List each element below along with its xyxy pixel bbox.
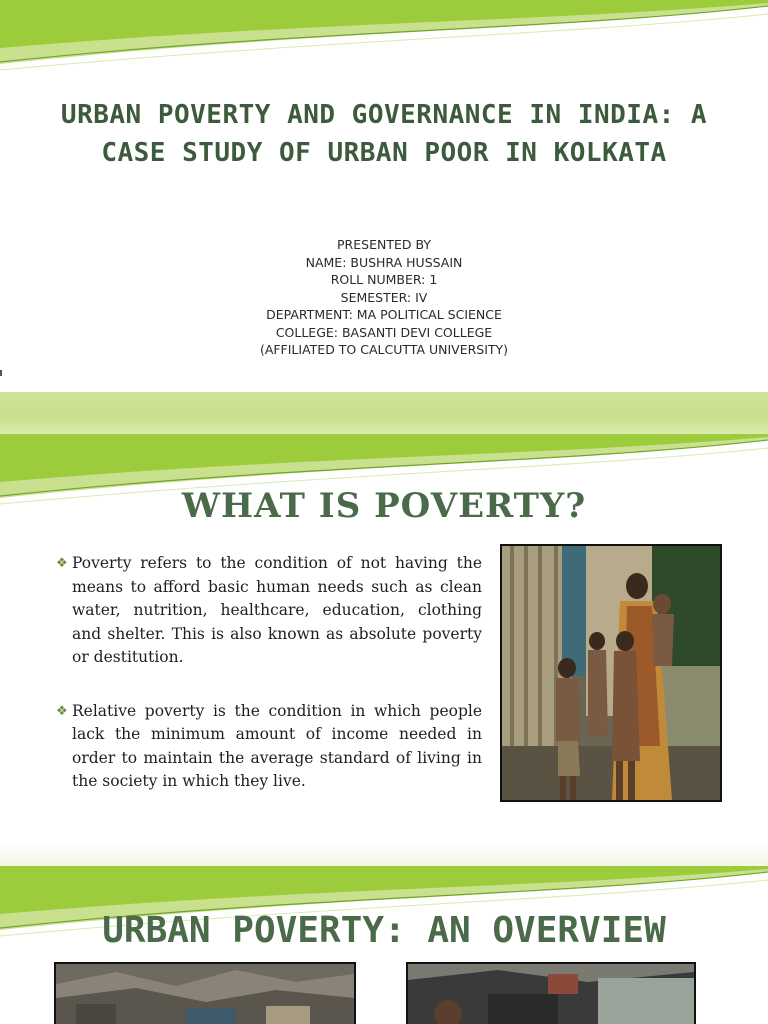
bullet-absolute-poverty <box>56 552 482 670</box>
diamond-bullet-icon: ❖ <box>56 556 68 571</box>
presenter-details <box>100 236 668 359</box>
slide-divider <box>0 840 768 866</box>
slide-title: WHAT IS POVERTY? <box>181 486 587 526</box>
presenter-semester: SEMESTER: IV <box>340 289 428 305</box>
diamond-bullet-icon: ❖ <box>56 703 68 719</box>
edge-mark <box>0 370 2 376</box>
title-slide <box>0 0 768 392</box>
bullet-text: Relative poverty is the condition in which people lack the minimum amount of income needed in order to maintain the average standard of living in the society in which they live. <box>72 701 482 790</box>
presenter-line: PRESENTED BY <box>337 237 431 252</box>
family-photo <box>500 544 722 802</box>
bullet-text: Poverty refers to the condition of not having the means to afford basic human needs such as clean water, nutrition, healthcare, education, clothing and shelter. This is also known as absolute poverty or destitution. <box>72 554 482 666</box>
presenter-roll-number: ROLL NUMBER: 1 <box>330 272 438 287</box>
presenter-affiliation: (AFFILIATED TO CALCUTTA UNIVERSITY) <box>259 342 509 357</box>
slide-divider <box>0 392 768 434</box>
presenter-department: DEPARTMENT: MA POLITICAL SCIENCE <box>266 307 502 322</box>
slide-title: URBAN POVERTY: AN OVERVIEW <box>102 910 666 951</box>
slum-photo <box>406 962 696 1024</box>
what-is-poverty-slide <box>0 434 768 840</box>
bullet-relative-poverty <box>56 700 482 794</box>
presenter-college: COLLEGE: BASANTI DEVI COLLEGE <box>275 324 493 340</box>
urban-poverty-overview-slide <box>0 866 768 1024</box>
presentation-title: URBAN POVERTY AND GOVERNANCE IN INDIA: A CASE STUDY OF URBAN POOR IN KOLKATA <box>60 100 708 168</box>
green-swoosh-decoration <box>0 0 768 78</box>
presenter-name: NAME: BUSHRA HUSSAIN <box>305 254 463 270</box>
slum-photo <box>54 962 356 1024</box>
bullet-list <box>56 552 482 794</box>
